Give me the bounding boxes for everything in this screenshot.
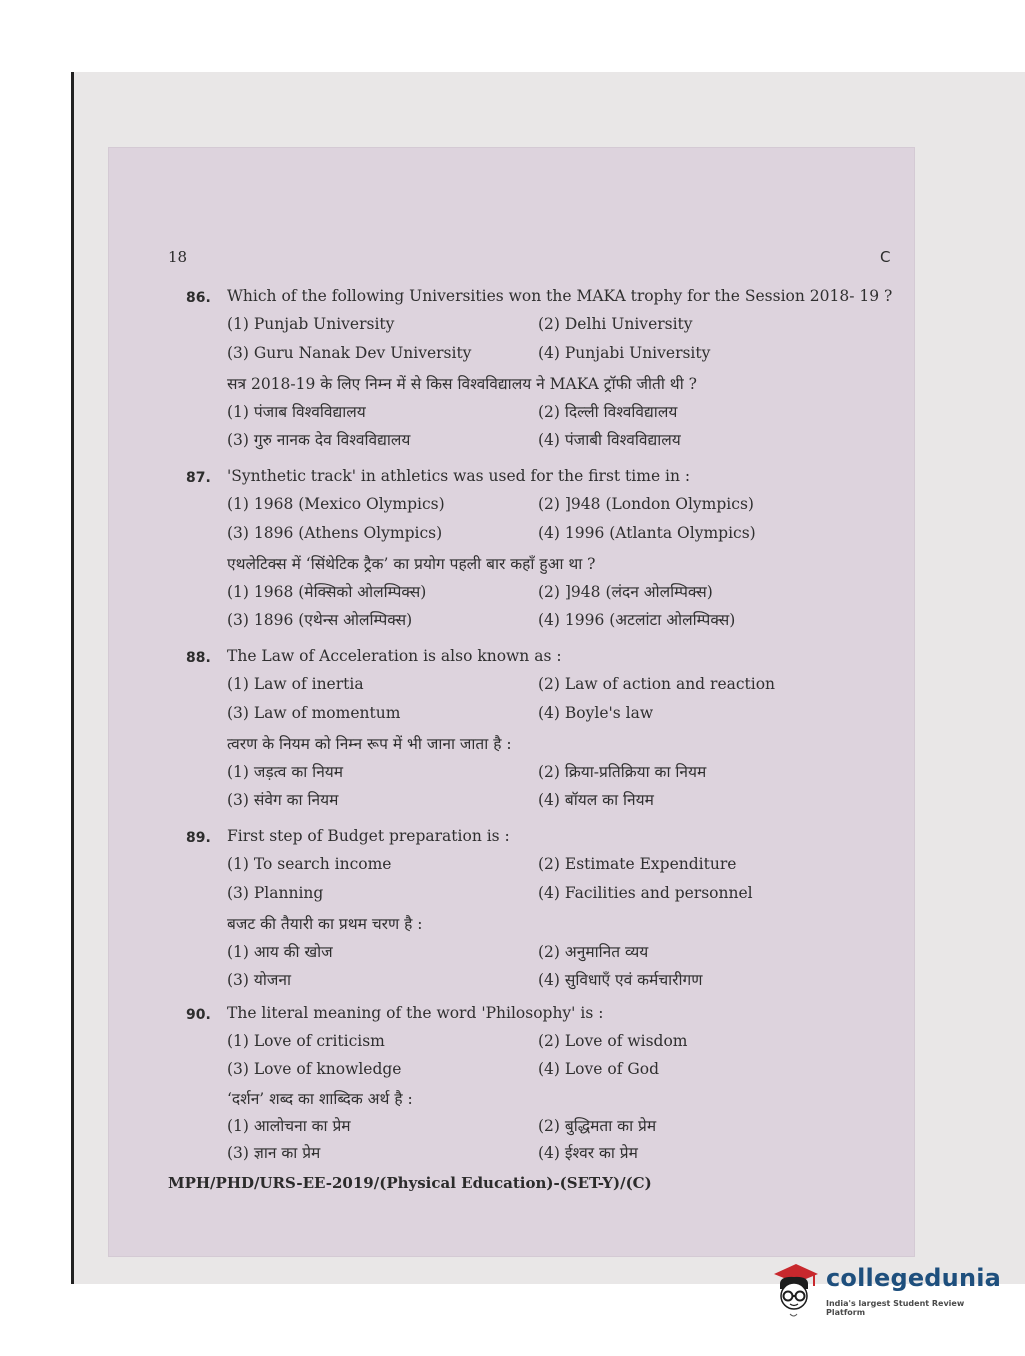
page-number: 18 (168, 248, 188, 266)
option-hi: (2) दिल्ली विश्वविद्यालय (538, 403, 678, 421)
question-number: 86. (186, 290, 211, 306)
option-en: (4) Boyle's law (538, 704, 654, 722)
option-hi: (4) सुविधाएँ एवं कर्मचारीगण (538, 971, 703, 989)
question-text-hi: त्वरण के नियम को निम्न रूप में भी जाना जाता है : (227, 735, 512, 753)
question-number: 88. (186, 650, 211, 666)
option-en: (1) Law of inertia (227, 675, 364, 693)
option-en: (4) Facilities and personnel (538, 884, 753, 902)
question-text-en: First step of Budget preparation is : (227, 827, 510, 845)
option-en: (1) Love of criticism (227, 1032, 385, 1050)
question-text-hi: बजट की तैयारी का प्रथम चरण है : (227, 915, 423, 933)
option-en: (2) Law of action and reaction (538, 675, 776, 693)
question-text-en: The Law of Acceleration is also known as : (227, 647, 562, 665)
question-text-hi: सत्र 2018-19 के लिए निम्न में से किस विश्वविद्यालय ने MAKA ट्रॉफी जीती थी ? (227, 375, 697, 393)
question-text-hi: एथलेटिक्स में ‘सिंथेटिक ट्रैक’ का प्रयोग पहली बार कहाँ हुआ था ? (227, 555, 596, 573)
option-en: (1) To search income (227, 855, 392, 873)
option-hi: (3) संवेग का नियम (227, 791, 339, 809)
option-hi: (2) बुद्धिमता का प्रेम (538, 1117, 657, 1135)
question-text-en: The literal meaning of the word 'Philosophy' is : (227, 1004, 604, 1022)
option-en: (2) Love of wisdom (538, 1032, 688, 1050)
option-hi: (3) योजना (227, 971, 292, 989)
question-text-hi: ‘दर्शन’ शब्द का शाब्दिक अर्थ है : (227, 1090, 413, 1108)
option-hi: (1) 1968 (मेक्सिको ओलम्पिक्स) (227, 583, 427, 601)
option-en: (3) Law of momentum (227, 704, 401, 722)
option-hi: (3) ज्ञान का प्रेम (227, 1144, 321, 1162)
option-hi: (1) आय की खोज (227, 943, 333, 961)
set-code: C (880, 248, 891, 266)
option-en: (3) Love of knowledge (227, 1060, 402, 1078)
option-hi: (3) 1896 (एथेन्स ओलम्पिक्स) (227, 611, 413, 629)
option-hi: (1) जड़त्व का नियम (227, 763, 344, 781)
option-en: (1) Punjab University (227, 315, 395, 333)
student-mascot-icon (766, 1256, 822, 1326)
option-en: (2) ]948 (London Olympics) (538, 495, 754, 513)
option-en: (2) Delhi University (538, 315, 693, 333)
brand-tagline: India's largest Student Review Platform (826, 1299, 965, 1317)
option-en: (3) 1896 (Athens Olympics) (227, 524, 443, 542)
option-hi: (2) क्रिया-प्रतिक्रिया का नियम (538, 763, 707, 781)
option-en: (2) Estimate Expenditure (538, 855, 737, 873)
option-hi: (3) गुरु नानक देव विश्वविद्यालय (227, 431, 411, 449)
option-hi: (2) अनुमानित व्यय (538, 943, 649, 961)
question-number: 87. (186, 470, 211, 486)
option-hi: (1) पंजाब विश्वविद्यालय (227, 403, 366, 421)
question-number: 90. (186, 1007, 211, 1023)
paper-code-footer: MPH/PHD/URS-EE-2019/(Physical Education)-(SET-Y)/(C) (168, 1174, 652, 1192)
option-hi: (4) ईश्वर का प्रेम (538, 1144, 638, 1162)
question-number: 89. (186, 830, 211, 846)
option-hi: (4) 1996 (अटलांटा ओलम्पिक्स) (538, 611, 736, 629)
brand-name: collegedunia (826, 1264, 1002, 1292)
option-hi: (2) ]948 (लंदन ओलम्पिक्स) (538, 583, 713, 601)
option-en: (4) Punjabi University (538, 344, 711, 362)
option-hi: (1) आलोचना का प्रेम (227, 1117, 351, 1135)
option-en: (3) Planning (227, 884, 324, 902)
option-en: (3) Guru Nanak Dev University (227, 344, 472, 362)
question-text-en: 'Synthetic track' in athletics was used for the first time in : (227, 467, 691, 485)
question-text-en: Which of the following Universities won the MAKA trophy for the Session 2018- 19 ? (227, 287, 893, 305)
option-en: (4) 1996 (Atlanta Olympics) (538, 524, 756, 542)
option-en: (1) 1968 (Mexico Olympics) (227, 495, 445, 513)
option-hi: (4) बॉयल का नियम (538, 791, 654, 809)
option-en: (4) Love of God (538, 1060, 659, 1078)
collegedunia-logo[interactable] (766, 1256, 1002, 1336)
option-hi: (4) पंजाबी विश्वविद्यालय (538, 431, 681, 449)
